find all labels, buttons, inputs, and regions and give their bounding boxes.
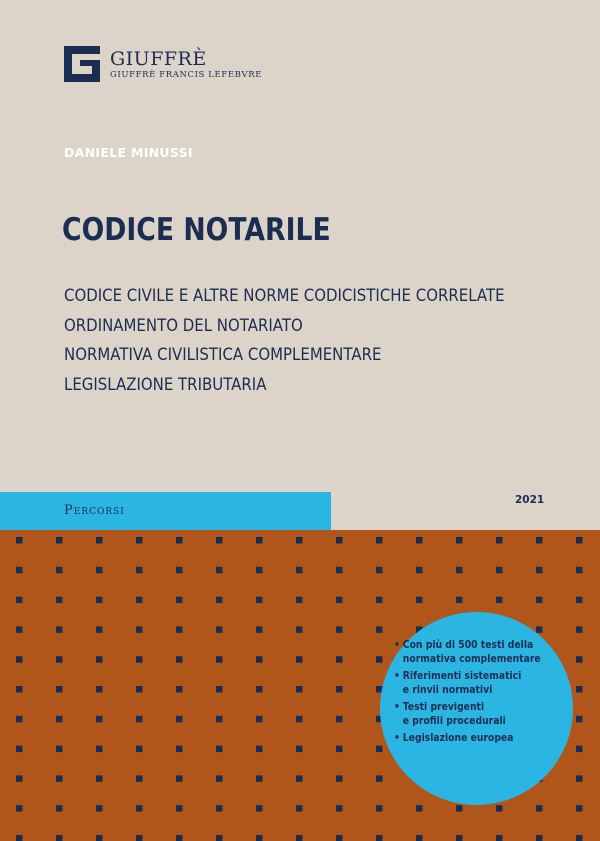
series-label: Percorsi bbox=[64, 503, 125, 518]
features-badge bbox=[380, 612, 573, 805]
edition-year: 2021 bbox=[515, 494, 545, 506]
bullet-icon: • bbox=[394, 670, 400, 682]
feature-item bbox=[394, 732, 541, 746]
subtitle-line: NORMATIVA CIVILISTICA COMPLEMENTARE bbox=[64, 345, 382, 365]
subtitle-line: ORDINAMENTO DEL NOTARIATO bbox=[64, 315, 303, 336]
feature-text: normativa complementare bbox=[402, 652, 541, 665]
bullet-icon: • bbox=[394, 639, 400, 651]
subtitle-line: CODICE CIVILE E ALTRE NORME CODICISTICHE CORRELATE bbox=[64, 286, 505, 306]
feature-text: Testi previgenti bbox=[402, 701, 485, 713]
bullet-icon: • bbox=[394, 732, 400, 744]
feature-item bbox=[394, 701, 541, 728]
feature-text: Con più di 500 testi della bbox=[402, 639, 534, 651]
publisher-subtitle: GIUFFRÈ FRANCIS LEFEBVRE bbox=[110, 70, 263, 80]
author-name: DANIELE MINUSSI bbox=[64, 145, 193, 160]
subtitle-list bbox=[64, 282, 565, 400]
publisher-logo bbox=[64, 46, 263, 82]
feature-text: Legislazione europea bbox=[402, 732, 514, 744]
publisher-logo-mark-icon bbox=[64, 46, 100, 82]
subtitle-line: LEGISLAZIONE TRIBUTARIA bbox=[64, 374, 267, 395]
bullet-icon: • bbox=[394, 701, 400, 713]
publisher-name: GIUFFRÈ bbox=[110, 48, 207, 70]
feature-item bbox=[394, 639, 541, 666]
feature-text: e rinvii normativi bbox=[402, 683, 493, 696]
features-list bbox=[394, 639, 561, 750]
feature-text: Riferimenti sistematici bbox=[402, 670, 522, 682]
series-bar bbox=[0, 492, 331, 530]
feature-item bbox=[394, 670, 541, 697]
book-title: CODICE NOTARILE bbox=[62, 212, 331, 248]
feature-text: e profili procedurali bbox=[402, 714, 506, 727]
